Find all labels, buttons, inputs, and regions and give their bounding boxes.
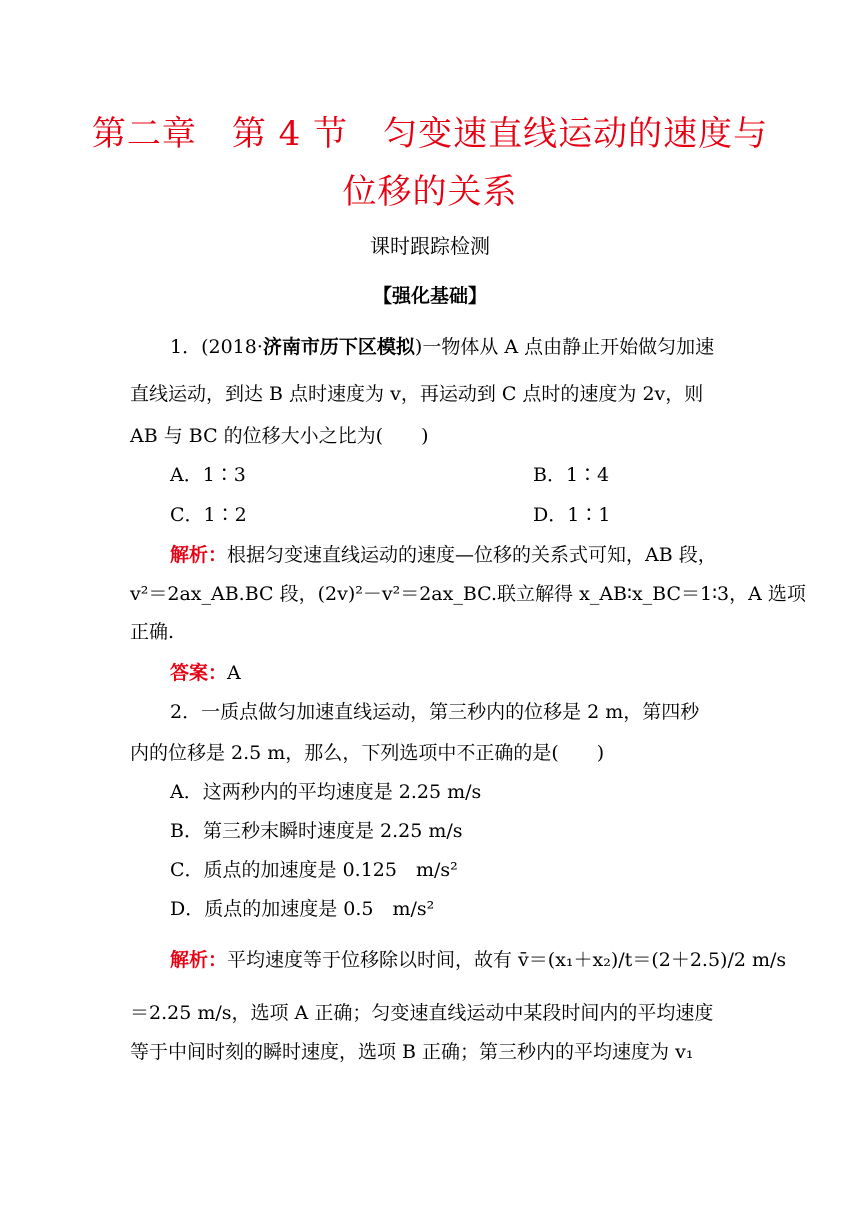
q2-option-b: B．第三秒末瞬时速度是 2.25 m/s: [170, 820, 463, 842]
q1-answer-line: [170, 658, 241, 685]
q2-line-1: 2．一质点做匀加速直线运动，第三秒内的位移是 2 m，第四秒: [170, 701, 700, 723]
q1-option-a: A．1∶3: [170, 464, 246, 486]
q1-line-1-rest: )一物体从 A 点由静止开始做匀加速: [414, 336, 715, 358]
q1-analysis-line-2: v²＝2ax_AB.BC 段，(2v)²－v²＝2ax_BC.联立解得 x_AB∶x_BC＝1∶3，A 选项: [130, 583, 806, 605]
q1-analysis-label: 解析：: [170, 544, 228, 566]
q2-analysis-line-3: 等于中间时刻的瞬时速度，选项 B 正确；第三秒内的平均速度为 v₁: [130, 1041, 694, 1063]
chapter-title-line-1: 第二章 第 4 节 匀变速直线运动的速度与: [91, 114, 769, 154]
q2-analysis-line-1: [170, 945, 786, 972]
q1-source: 济南市历下区模拟: [262, 336, 415, 358]
chapter-title-line-2: 位移的关系: [342, 172, 518, 212]
section-heading: 【强化基础】: [372, 285, 487, 307]
q2-option-c: C．质点的加速度是 0.125 m/s²: [170, 859, 458, 881]
q1-answer: A: [227, 662, 241, 684]
q2-analysis-line-2: ＝2.25 m/s，选项 A 正确；匀变速直线运动中某段时间内的平均速度: [130, 1002, 714, 1024]
subtitle: 课时跟踪检测: [370, 234, 490, 258]
q1-analysis-line-1: [170, 540, 717, 567]
q1-line-3: AB 与 BC 的位移大小之比为( ): [130, 425, 429, 447]
q1-line-1: [170, 332, 714, 359]
q1-option-d: D．1∶1: [533, 504, 611, 526]
q2-analysis-label: 解析：: [170, 949, 228, 971]
q1-option-b: B．1∶4: [533, 464, 610, 486]
q1-line-2: 直线运动，到达 B 点时速度为 v，再运动到 C 点时的速度为 2v，则: [130, 383, 704, 405]
q1-analysis-text-1: 根据匀变速直线运动的速度—位移的关系式可知，AB 段，: [227, 544, 717, 566]
q2-analysis-text-1: 平均速度等于位移除以时间，故有 v̄＝(x₁＋x₂)/t＝(2＋2.5)/2 m/s: [227, 949, 787, 971]
q1-prefix: 1．(2018·: [170, 336, 263, 358]
q1-answer-label: 答案：: [170, 662, 228, 684]
q2-option-a: A．这两秒内的平均速度是 2.25 m/s: [170, 781, 482, 803]
q2-line-2: 内的位移是 2.5 m，那么，下列选项中不正确的是( ): [130, 742, 605, 764]
q1-analysis-line-3: 正确.: [130, 621, 175, 643]
q1-option-c: C．1∶2: [170, 504, 247, 526]
q2-option-d: D．质点的加速度是 0.5 m/s²: [170, 898, 435, 920]
